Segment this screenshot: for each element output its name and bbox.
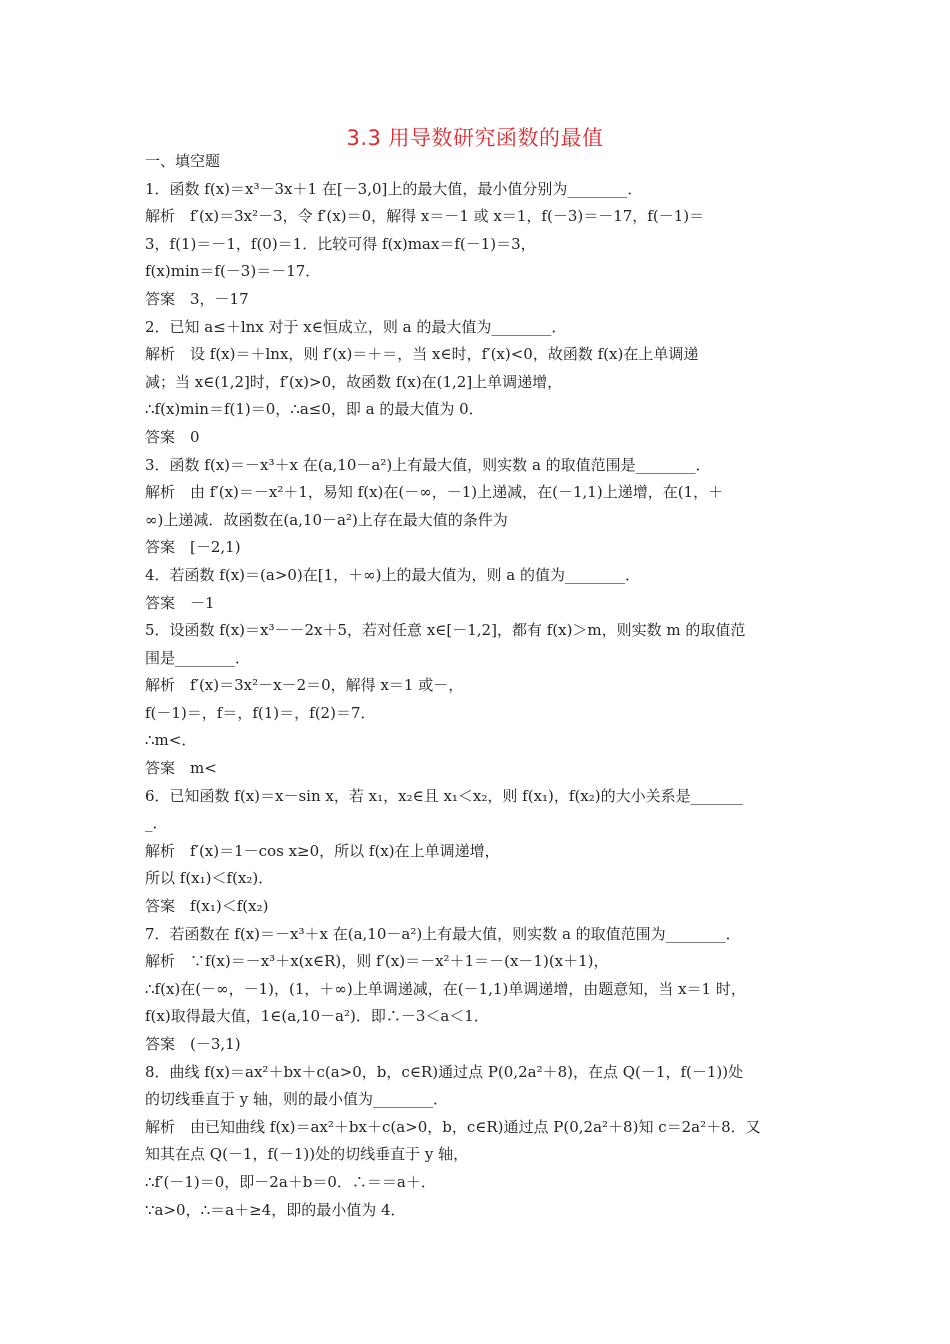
question-4: 4．若函数 f(x)＝(a>0)在[1，＋∞)上的最大值为，则 a 的值为________． <box>145 565 641 584</box>
document-body <box>145 148 815 1224</box>
question-7: 7．若函数在 f(x)＝－x³＋x 在(a,10－a²)上有最大值，则实数 a 的取值范围为________． <box>145 924 741 943</box>
solution-1-line-3: f(x)min＝f(－3)＝－17． <box>145 262 321 281</box>
solution-1-line-2: 3，f(1)＝－1，f(0)＝1．比较可得 f(x)max＝f(－1)＝3， <box>145 234 536 253</box>
solution-5-line-1: 解析 f′(x)＝3x²－x－2＝0，解得 x＝1 或－， <box>145 676 464 695</box>
solution-8-line-4: ∵a>0，∴＝a＋≥4，即的最小值为 4． <box>145 1200 406 1219</box>
question-5-line-1: 5．设函数 f(x)＝x³－－2x＋5，若对任意 x∈[－1,2]，都有 f(x)＞m，则实数 m 的取值范 <box>145 621 746 640</box>
solution-3-line-2: ∞)上递减．故函数在(a,10－a²)上存在最大值的条件为 <box>145 510 508 529</box>
page-title: 3.3 用导数研究函数的最值 <box>346 126 604 150</box>
question-1: 1．函数 f(x)＝x³－3x＋1 在[－3,0]上的最大值，最小值分别为________． <box>145 179 643 198</box>
solution-7-line-3: f(x)取得最大值，1∈(a,10－a²)．即∴－3＜a＜1． <box>145 1007 489 1026</box>
answer-2: 答案 0 <box>145 427 200 446</box>
question-6-line-1: 6．已知函数 f(x)＝x－sin x，若 x₁，x₂∈且 x₁＜x₂，则 f(x₁)，f(x₂)的大小关系是_______ <box>145 786 744 805</box>
solution-2-line-3: ∴f(x)min＝f(1)＝0，∴a≤0，即 a 的最大值为 0． <box>145 400 484 419</box>
solution-8-line-2: 知其在点 Q(－1，f(－1))处的切线垂直于 y 轴， <box>145 1145 469 1164</box>
answer-3: 答案 [－2,1) <box>145 538 241 557</box>
solution-6-line-1: 解析 f′(x)＝1－cos x≥0，所以 f(x)在上单调递增， <box>145 841 500 860</box>
question-3: 3．函数 f(x)＝－x³＋x 在(a,10－a²)上有最大值，则实数 a 的取值范围是________． <box>145 455 711 474</box>
solution-6-line-2: 所以 f(x₁)＜f(x₂)． <box>145 869 274 888</box>
solution-8-line-3: ∴f′(－1)＝0，即－2a＋b＝0．∴＝＝a＋． <box>145 1172 436 1191</box>
question-5-line-2: 围是________． <box>145 648 251 667</box>
answer-1: 答案 3，－17 <box>145 289 249 308</box>
solution-2-line-2: 减；当 x∈(1,2]时，f′(x)>0，故函数 f(x)在(1,2]上单调递增， <box>145 372 563 391</box>
question-8-line-2: 的切线垂直于 y 轴，则的最小值为________． <box>145 1090 449 1109</box>
question-6-line-2: _． <box>145 814 168 833</box>
solution-2-line-1: 解析 设 f(x)＝＋lnx，则 f′(x)＝＋＝，当 x∈时，f′(x)<0，故函数 f(x)在上单调递 <box>145 345 699 364</box>
question-8-line-1: 8．曲线 f(x)＝ax²＋bx＋c(a>0，b，c∈R)通过点 P(0,2a²＋8)，在点 Q(－1，f(－1))处 <box>145 1062 744 1081</box>
section-heading: 一、填空题 <box>145 152 221 170</box>
solution-7-line-2: ∴f(x)在(－∞，－1)，(1，＋∞)上单调递减，在(－1,1)单调递增，由题意知，当 x＝1 时， <box>145 979 746 998</box>
question-2: 2．已知 a≤＋lnx 对于 x∈恒成立，则 a 的最大值为________． <box>145 317 567 336</box>
solution-5-line-2: f(－1)＝，f＝，f(1)＝，f(2)＝7． <box>145 703 376 722</box>
answer-6: 答案 f(x₁)＜f(x₂) <box>145 897 269 916</box>
answer-4: 答案 －1 <box>145 593 215 612</box>
solution-7-line-1: 解析 ∵f(x)＝－x³＋x(x∈R)，则 f′(x)＝－x²＋1＝－(x－1)(x＋1)， <box>145 952 609 971</box>
solution-1-line-1: 解析 f′(x)＝3x²－3，令 f′(x)＝0，解得 x＝－1 或 x＝1，f(－3)＝－17，f(－1)＝ <box>145 207 705 226</box>
solution-3-line-1: 解析 由 f′(x)＝－x²＋1，易知 f(x)在(－∞，－1)上递减，在(－1,1)上递增，在(1，＋ <box>145 483 724 502</box>
solution-5-line-3: ∴m<． <box>145 731 197 750</box>
solution-8-line-1: 解析 由已知曲线 f(x)＝ax²＋bx＋c(a>0，b，c∈R)通过点 P(0,2a²＋8)知 c＝2a²＋8．又 <box>145 1117 761 1136</box>
answer-7: 答案 (－3,1) <box>145 1035 241 1053</box>
answer-5: 答案 m< <box>145 759 217 778</box>
